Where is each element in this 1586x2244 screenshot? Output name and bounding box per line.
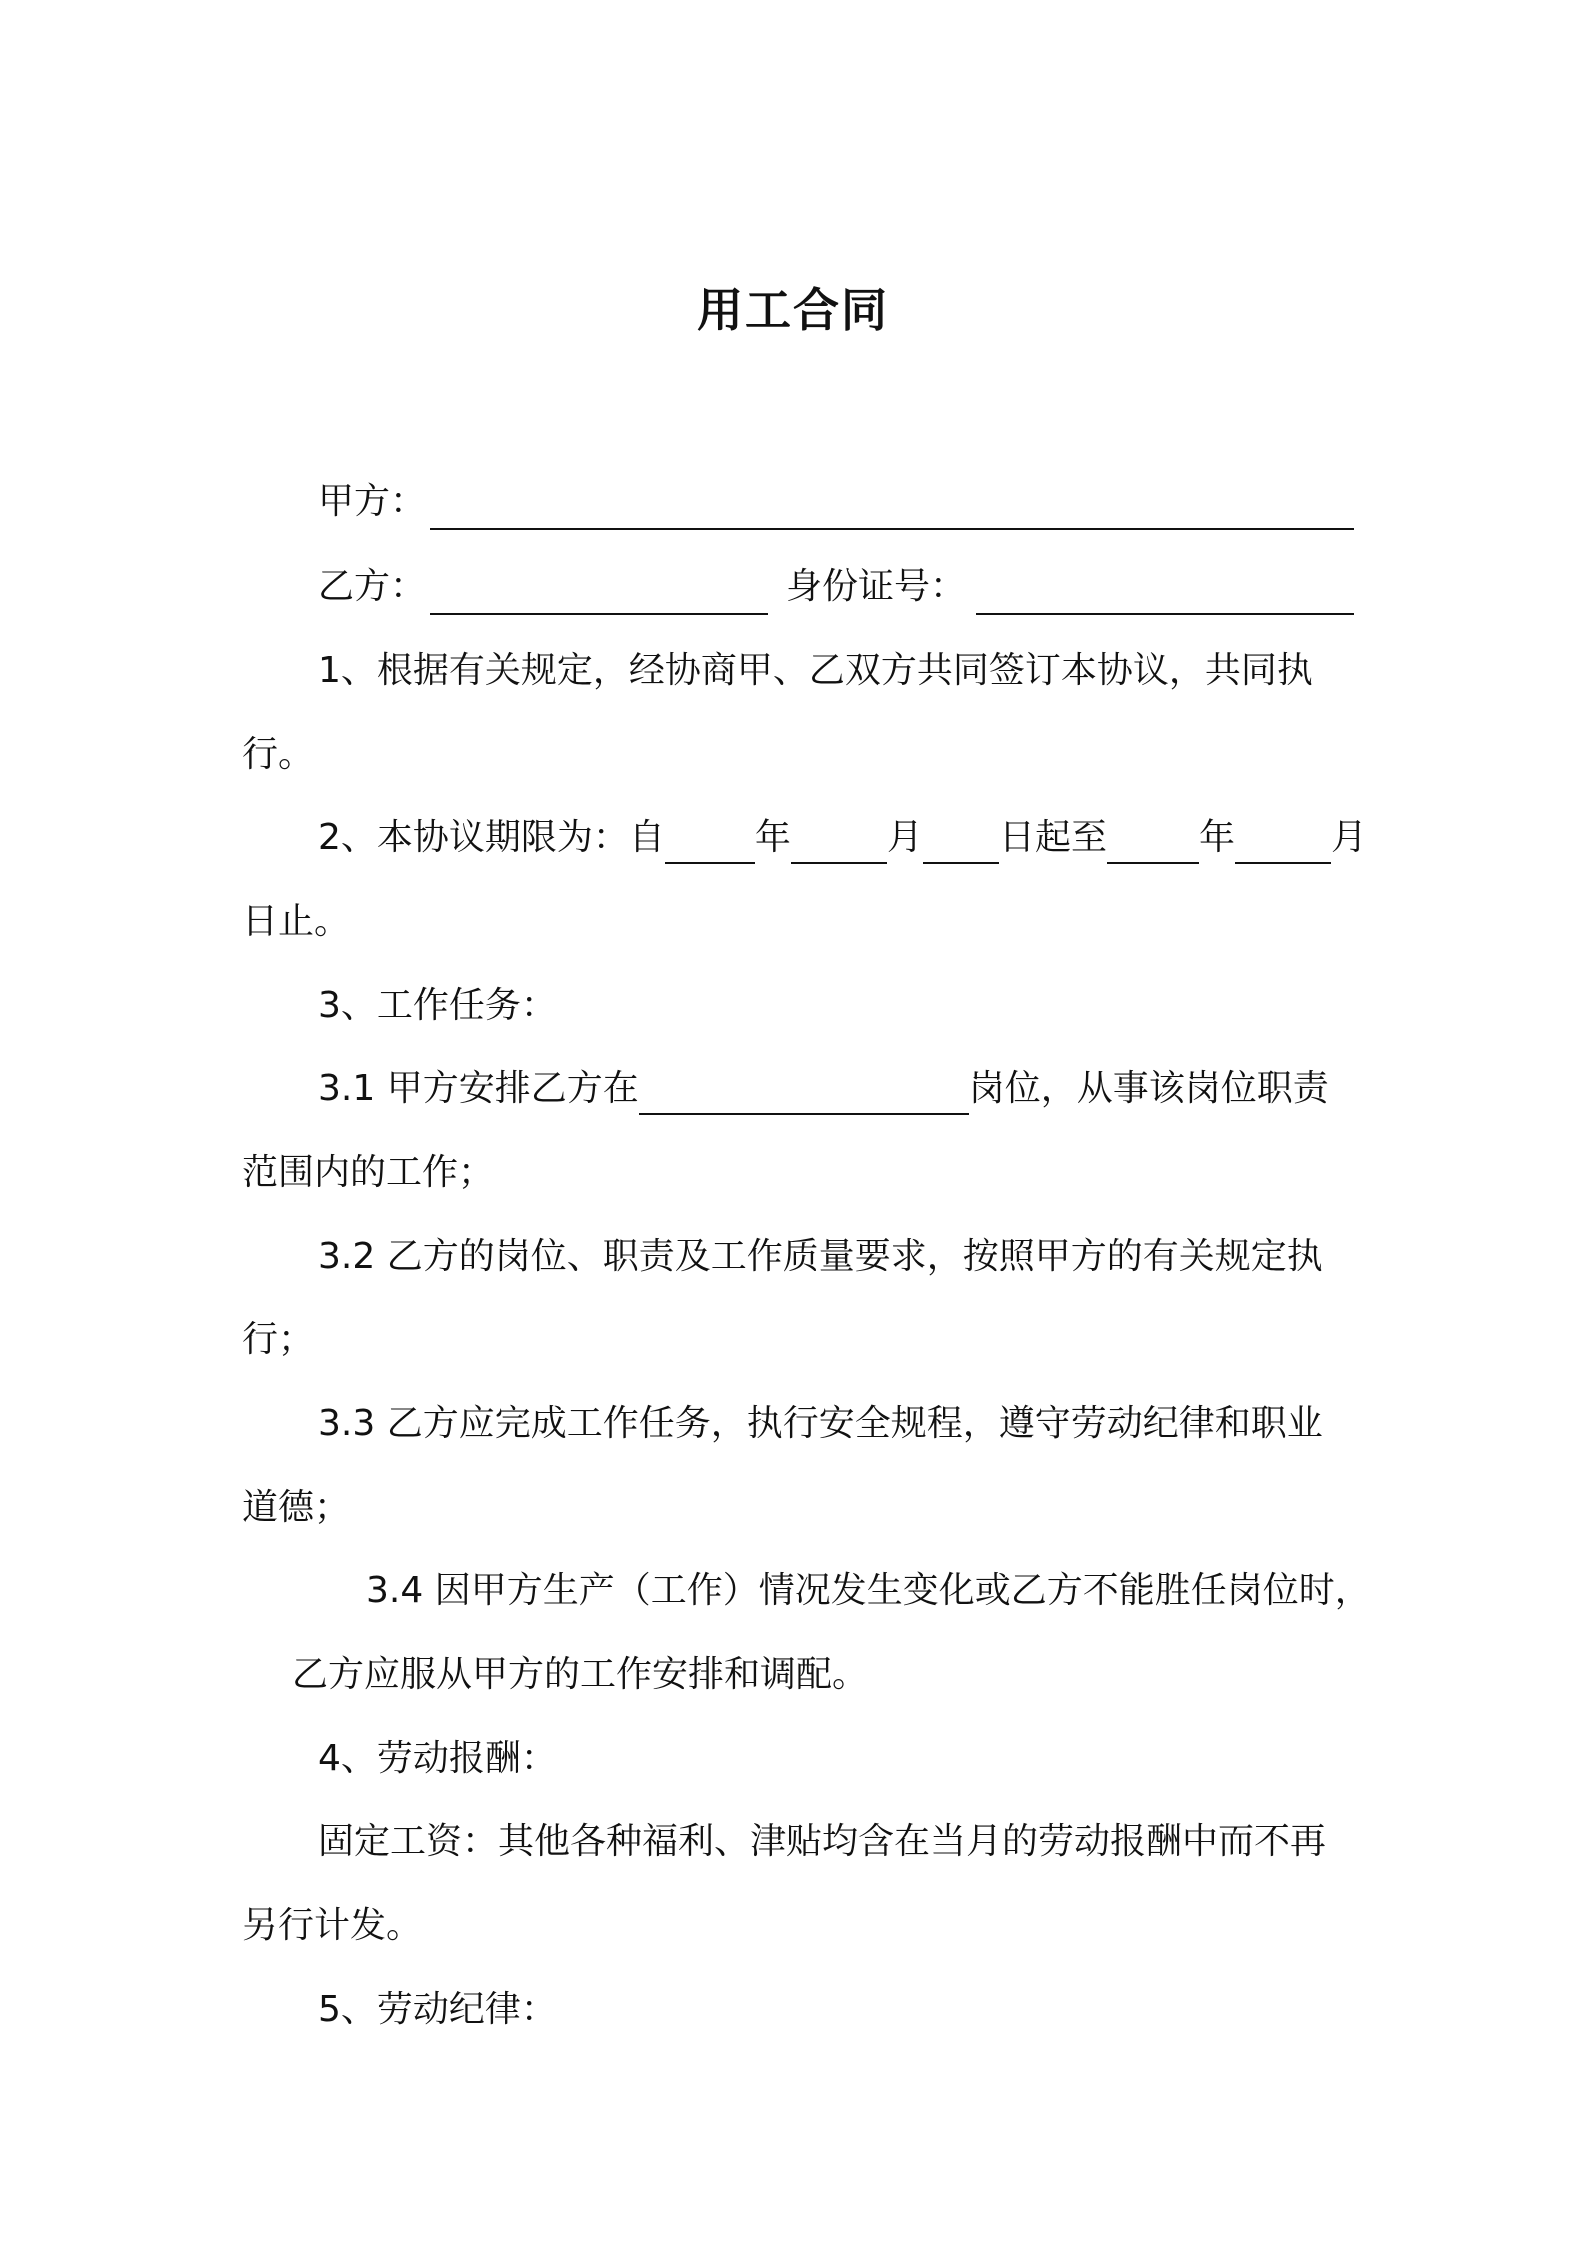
end-month-field[interactable] <box>1235 822 1331 864</box>
party-b-field[interactable] <box>430 613 768 615</box>
position-field[interactable] <box>639 1073 969 1115</box>
party-a-field[interactable] <box>430 528 1354 530</box>
document-title: 用工合同 <box>697 283 889 337</box>
clause-2-month-unit-2: 月 <box>1330 817 1367 858</box>
clause-2-prefix: 2、本协议期限为：自 <box>318 817 665 858</box>
end-year-field[interactable] <box>1107 822 1199 864</box>
clause-2-from-text: 日起至 <box>998 817 1107 858</box>
clause-3-3-line-1: 3.3 乙方应完成工作任务，执行安全规程，遵守劳动纪律和职业 <box>318 1403 1323 1444</box>
clause-2-month-unit: 月 <box>886 817 923 858</box>
clause-2-line-2: 日止。 <box>242 901 351 942</box>
start-month-field[interactable] <box>791 822 887 864</box>
party-a-label: 甲方： <box>318 481 427 522</box>
clause-3-1-line-1 <box>318 1063 1329 1115</box>
clause-3-4-line-1: 3.4 因甲方生产（工作）情况发生变化或乙方不能胜任岗位时， <box>366 1570 1371 1611</box>
party-b-label: 乙方： <box>318 566 427 607</box>
clause-3-heading: 3、工作任务： <box>318 985 557 1026</box>
clause-3-4-line-2: 乙方应服从甲方的工作安排和调配。 <box>292 1654 869 1695</box>
clause-1-line-1: 1、根据有关规定，经协商甲、乙双方共同签订本协议，共同执 <box>318 650 1313 691</box>
clause-4-heading: 4、劳动报酬： <box>318 1738 557 1779</box>
clause-2-year-unit-2: 年 <box>1198 817 1235 858</box>
start-year-field[interactable] <box>665 822 755 864</box>
clause-5-heading: 5、劳动纪律： <box>318 1989 557 2030</box>
clause-3-2-line-2: 行； <box>242 1319 315 1360</box>
clause-2-line-1 <box>318 812 1367 864</box>
clause-4-line-2: 另行计发。 <box>242 1905 423 1946</box>
clause-1-line-2: 行。 <box>242 734 315 775</box>
id-number-field[interactable] <box>976 613 1354 615</box>
id-number-label: 身份证号： <box>786 566 967 607</box>
start-day-field[interactable] <box>923 822 999 864</box>
clause-3-1-suffix: 岗位，从事该岗位职责 <box>968 1068 1329 1109</box>
clause-3-1-line-2: 范围内的工作； <box>242 1152 495 1193</box>
clause-2-year-unit: 年 <box>754 817 791 858</box>
clause-3-3-line-2: 道德； <box>242 1487 351 1528</box>
clause-4-line-1: 固定工资：其他各种福利、津贴均含在当月的劳动报酬中而不再 <box>318 1821 1327 1862</box>
clause-3-2-line-1: 3.2 乙方的岗位、职责及工作质量要求，按照甲方的有关规定执 <box>318 1236 1323 1277</box>
clause-3-1-prefix: 3.1 甲方安排乙方在 <box>318 1068 639 1109</box>
